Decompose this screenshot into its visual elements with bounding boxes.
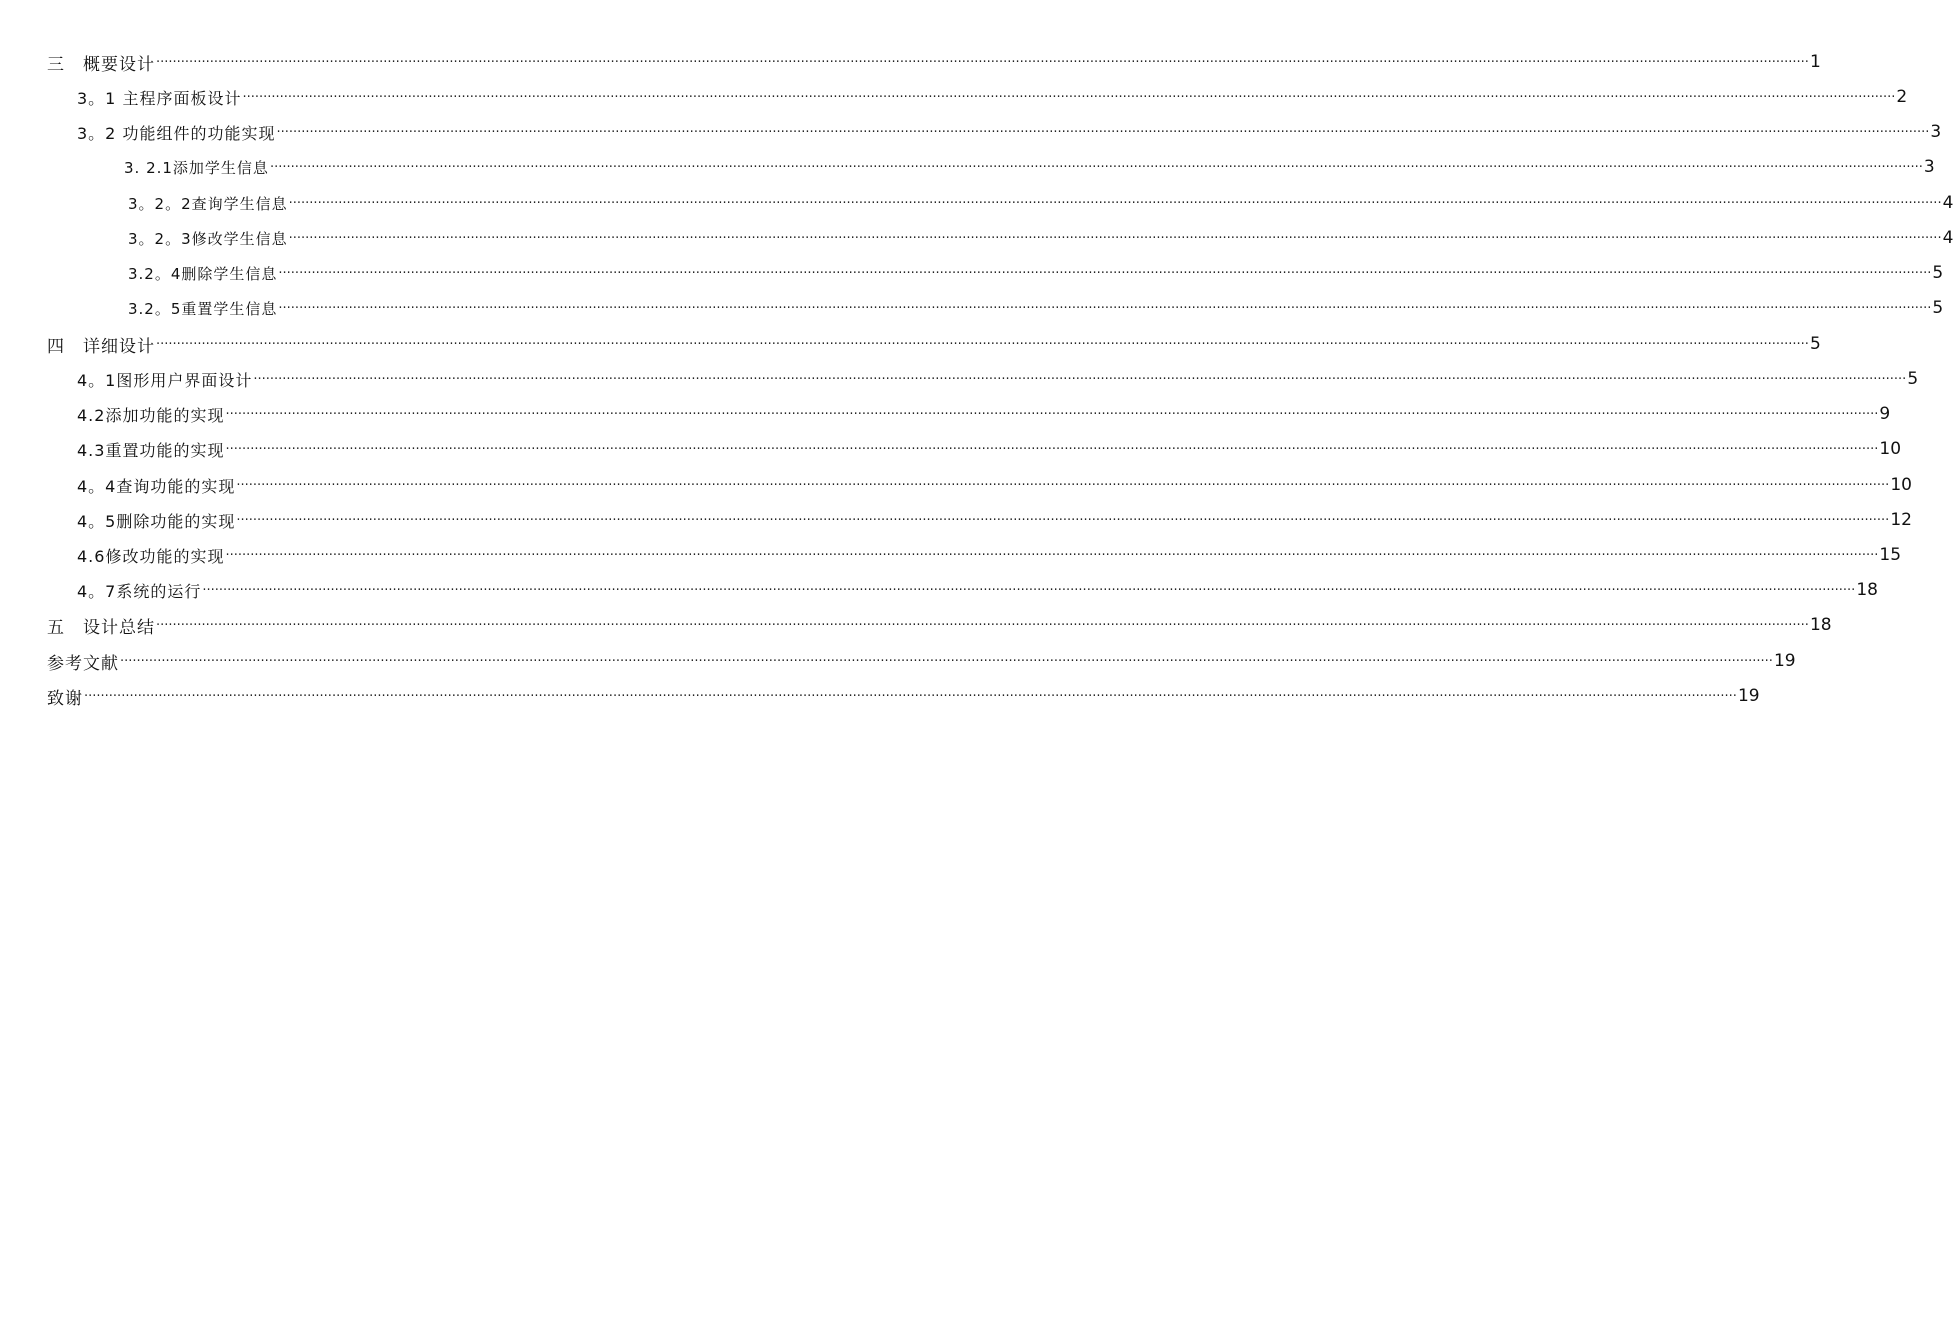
toc-leader-dots: ················································································································································································································································································································································································································ <box>225 406 1879 422</box>
toc-entry-page: 19 <box>1737 686 1760 706</box>
toc-entry-title: 3。2。2查询学生信息 <box>128 194 288 213</box>
toc-leader-dots: ················································································································································································································································································································································································································ <box>253 371 1907 387</box>
toc-entry-title: 4。4查询功能的实现 <box>77 476 236 496</box>
toc-entry-title: 致谢 <box>47 688 83 709</box>
toc-entry-page: 5 <box>1932 263 1944 283</box>
toc-leader-dots: ················································································································································································································································································································································································································ <box>156 54 1809 70</box>
toc-entry-page: 15 <box>1879 545 1902 565</box>
toc-entry[interactable] <box>47 611 1832 639</box>
toc-entry-title: 4.2添加功能的实现 <box>77 405 225 425</box>
toc-entry[interactable] <box>47 682 1760 710</box>
toc-leader-dots: ················································································································································································································································································································································································································ <box>288 230 1942 246</box>
toc-entry-page: 1 <box>1809 52 1821 72</box>
toc-entry-title: 五 设计总结 <box>47 617 155 638</box>
toc-entry-page: 19 <box>1773 651 1796 671</box>
toc-entry-title: 4。1图形用户界面设计 <box>77 370 253 390</box>
toc-entry[interactable] <box>77 576 1878 604</box>
toc-entry-page: 9 <box>1879 404 1891 424</box>
toc-leader-dots: ················································································································································································································································································································································································································ <box>278 265 1932 281</box>
toc-entry[interactable] <box>124 153 1935 181</box>
toc-entry-page: 4 <box>1942 228 1953 248</box>
toc-leader-dots: ················································································································································································································································································································································································································ <box>202 582 1856 598</box>
toc-leader-dots: ················································································································································································································································································································································································································ <box>278 300 1932 316</box>
toc-entry-title: 3。1 主程序面板设计 <box>77 88 242 108</box>
toc-entry-page: 5 <box>1907 369 1919 389</box>
toc-entry[interactable] <box>128 224 1953 252</box>
toc-leader-dots: ················································································································································································································································································································································································································ <box>156 336 1809 352</box>
toc-entry-page: 5 <box>1932 298 1944 318</box>
toc-entry-page: 5 <box>1809 334 1821 354</box>
toc-entry-page: 12 <box>1890 510 1912 530</box>
toc-entry-title: 参考文献 <box>47 653 119 674</box>
toc-entry-title: 三 概要设计 <box>47 54 155 75</box>
toc-entry-page: 4 <box>1942 193 1953 213</box>
toc-leader-dots: ················································································································································································································································································································································································································ <box>242 89 1896 105</box>
toc-leader-dots: ················································································································································································································································································································································································································ <box>225 441 1879 457</box>
toc-entry[interactable] <box>77 118 1942 146</box>
toc-entry-title: 4.6修改功能的实现 <box>77 546 225 566</box>
toc-entry-page: 18 <box>1856 580 1878 600</box>
toc-entry-title: 3.2。5重置学生信息 <box>128 299 278 318</box>
toc-leader-dots: ················································································································································································································································································································································································································ <box>156 617 1809 633</box>
toc-leader-dots: ················································································································································································································································································································································································································ <box>236 512 1890 528</box>
toc-entry-title: 4。5删除功能的实现 <box>77 511 236 531</box>
toc-entry-title: 四 详细设计 <box>47 336 155 357</box>
toc-leader-dots: ················································································································································································································································································································································································································ <box>276 124 1930 140</box>
toc-entry[interactable] <box>128 189 1953 217</box>
toc-entry-page: 2 <box>1896 87 1908 107</box>
toc-entry-title: 3. 2.1添加学生信息 <box>124 158 269 177</box>
toc-leader-dots: ················································································································································································································································································································································································································ <box>269 159 1923 175</box>
toc-entry[interactable] <box>77 435 1902 463</box>
toc-entry-title: 4.3重置功能的实现 <box>77 440 225 460</box>
toc-leader-dots: ················································································································································································································································································································································································································ <box>288 195 1942 211</box>
toc-entry[interactable] <box>47 647 1796 675</box>
toc-entry-title: 3。2。3修改学生信息 <box>128 229 288 248</box>
toc-entry-title: 4。7系统的运行 <box>77 581 202 601</box>
toc-leader-dots: ················································································································································································································································································································································································································ <box>84 688 1737 704</box>
toc-entry-page: 18 <box>1809 615 1832 635</box>
toc-entry[interactable] <box>77 541 1902 569</box>
toc-entry-page: 10 <box>1879 439 1902 459</box>
toc-entry[interactable] <box>77 83 1908 111</box>
toc-entry-page: 3 <box>1930 122 1942 142</box>
toc-entry-page: 10 <box>1890 475 1912 495</box>
toc-leader-dots: ················································································································································································································································································································································································································ <box>120 653 1773 669</box>
toc-entry[interactable] <box>77 506 1912 534</box>
toc-leader-dots: ················································································································································································································································································································································································································ <box>236 477 1890 493</box>
toc-entry-page: 3 <box>1923 157 1935 177</box>
toc-entry[interactable] <box>47 330 1821 358</box>
toc-entry[interactable] <box>77 400 1891 428</box>
toc-entry[interactable] <box>128 259 1944 287</box>
toc-entry[interactable] <box>77 365 1919 393</box>
toc-leader-dots: ················································································································································································································································································································································································································ <box>225 547 1879 563</box>
toc-entry-title: 3。2 功能组件的功能实现 <box>77 123 276 143</box>
toc-entry[interactable] <box>77 471 1912 499</box>
toc-entry[interactable] <box>47 48 1821 76</box>
toc-entry[interactable] <box>128 294 1944 322</box>
toc-entry-title: 3.2。4删除学生信息 <box>128 264 278 283</box>
